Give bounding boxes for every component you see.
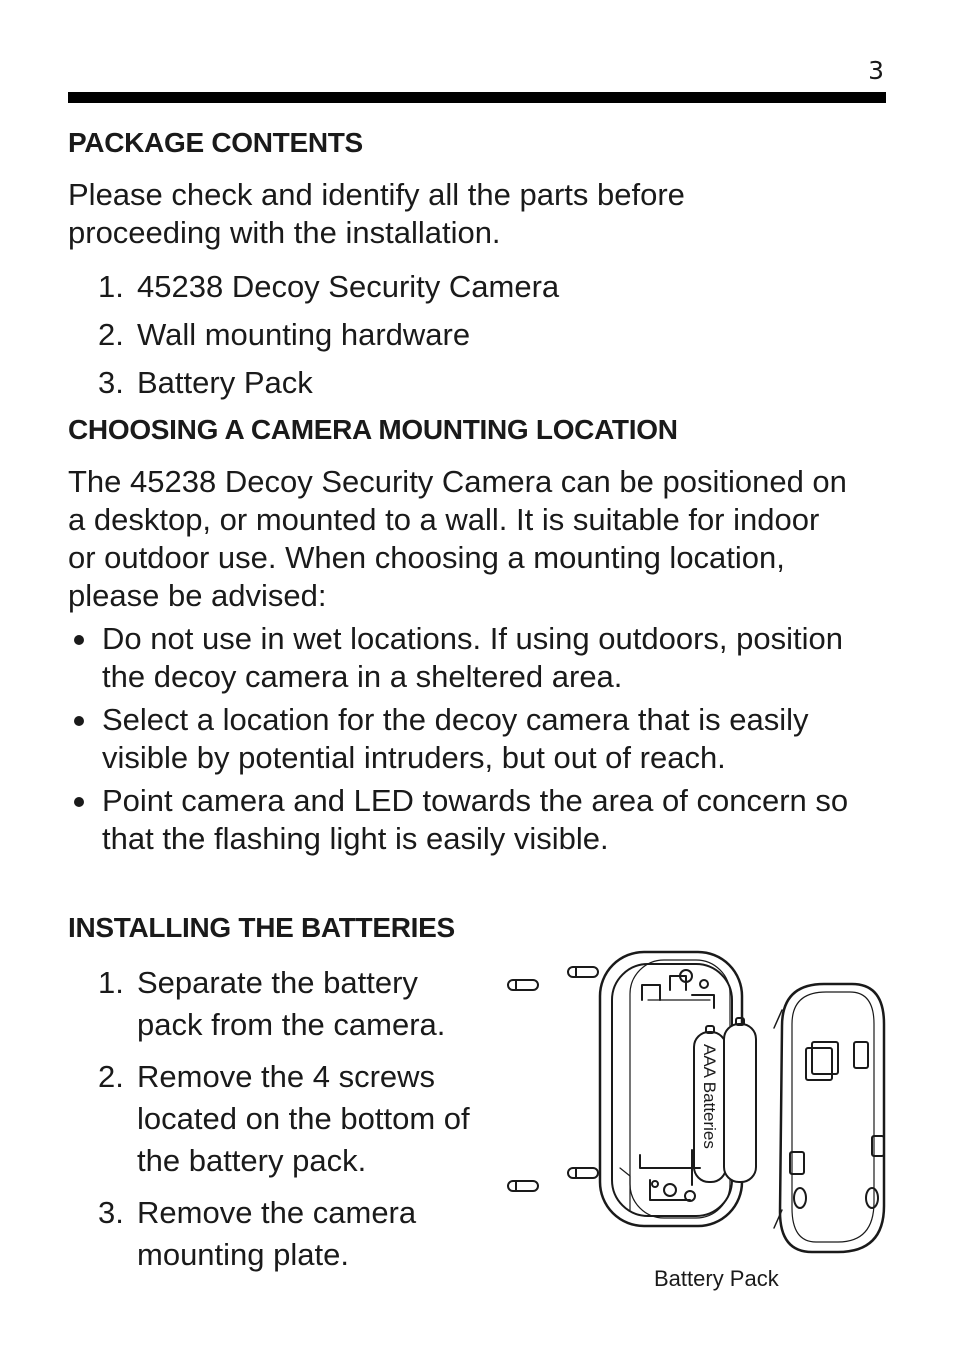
bullet-line: visible by potential intruders, but out of reach. [102, 740, 726, 775]
step-line: the battery pack. [137, 1143, 367, 1178]
package-contents-intro [68, 176, 685, 252]
item-text: Wall mounting hardware [137, 317, 471, 352]
battery-icon [724, 1018, 756, 1182]
battery-label: AAA Batteries [700, 1044, 719, 1149]
bullet-item [72, 782, 882, 858]
mounting-location-heading: CHOOSING A CAMERA MOUNTING LOCATION [68, 414, 678, 445]
list-item [98, 311, 559, 359]
bullet-dot [74, 716, 84, 726]
mounting-advice-list [72, 620, 882, 863]
header-rule [68, 92, 886, 103]
list-item [98, 1056, 470, 1182]
batteries-heading: INSTALLING THE BATTERIES [68, 912, 455, 943]
intro-line: please be advised: [68, 578, 327, 613]
step-line: pack from the camera. [137, 1007, 446, 1042]
package-contents-list [98, 263, 559, 407]
bullet-line: Do not use in wet locations. If using outdoors, position [102, 621, 843, 656]
list-item [98, 263, 559, 311]
intro-line: a desktop, or mounted to a wall. It is suitable for indoor [68, 502, 820, 537]
screw-icon [508, 1181, 538, 1191]
step-line: Remove the 4 screws [137, 1059, 436, 1094]
screw-icon [508, 980, 538, 990]
intro-line: Please check and identify all the parts before [68, 177, 685, 212]
list-item [98, 962, 470, 1046]
list-item [98, 359, 559, 407]
step-line: Remove the camera [137, 1195, 417, 1230]
bullet-line: Point camera and LED towards the area of concern so [102, 783, 849, 818]
item-number: 2. [98, 317, 124, 352]
list-item [98, 1192, 470, 1276]
step-line: located on the bottom of [137, 1101, 470, 1136]
screw-icon [568, 967, 598, 977]
bullet-line: Select a location for the decoy camera that is easily [102, 702, 809, 737]
step-line: Separate the battery [137, 965, 418, 1000]
bullet-item [72, 620, 882, 696]
intro-line: proceeding with the installation. [68, 215, 501, 250]
intro-line: or outdoor use. When choosing a mounting location, [68, 540, 785, 575]
bullet-dot [74, 635, 84, 645]
item-number: 3. [98, 365, 124, 400]
mounting-location-intro [68, 463, 847, 615]
step-line: mounting plate. [137, 1237, 349, 1272]
battery-pack-housing [600, 952, 742, 1226]
bullet-line: the decoy camera in a sheltered area. [102, 659, 623, 694]
battery-steps-list [98, 962, 470, 1276]
screw-icon [568, 1168, 598, 1178]
item-text: Battery Pack [137, 365, 313, 400]
package-contents-heading: PACKAGE CONTENTS [68, 127, 363, 158]
intro-line: The 45238 Decoy Security Camera can be positioned on [68, 464, 847, 499]
item-text: 45238 Decoy Security Camera [137, 269, 560, 304]
bullet-line: that the flashing light is easily visible. [102, 821, 609, 856]
battery-pack-illustration [500, 940, 890, 1260]
step-number: 1. [98, 965, 124, 1000]
page-number: 3 [868, 56, 884, 85]
bullet-item [72, 701, 882, 777]
figure-caption: Battery Pack [654, 1266, 779, 1291]
mounting-plate [774, 984, 884, 1252]
bullet-dot [74, 797, 84, 807]
step-number: 3. [98, 1195, 124, 1230]
step-number: 2. [98, 1059, 124, 1094]
item-number: 1. [98, 269, 124, 304]
